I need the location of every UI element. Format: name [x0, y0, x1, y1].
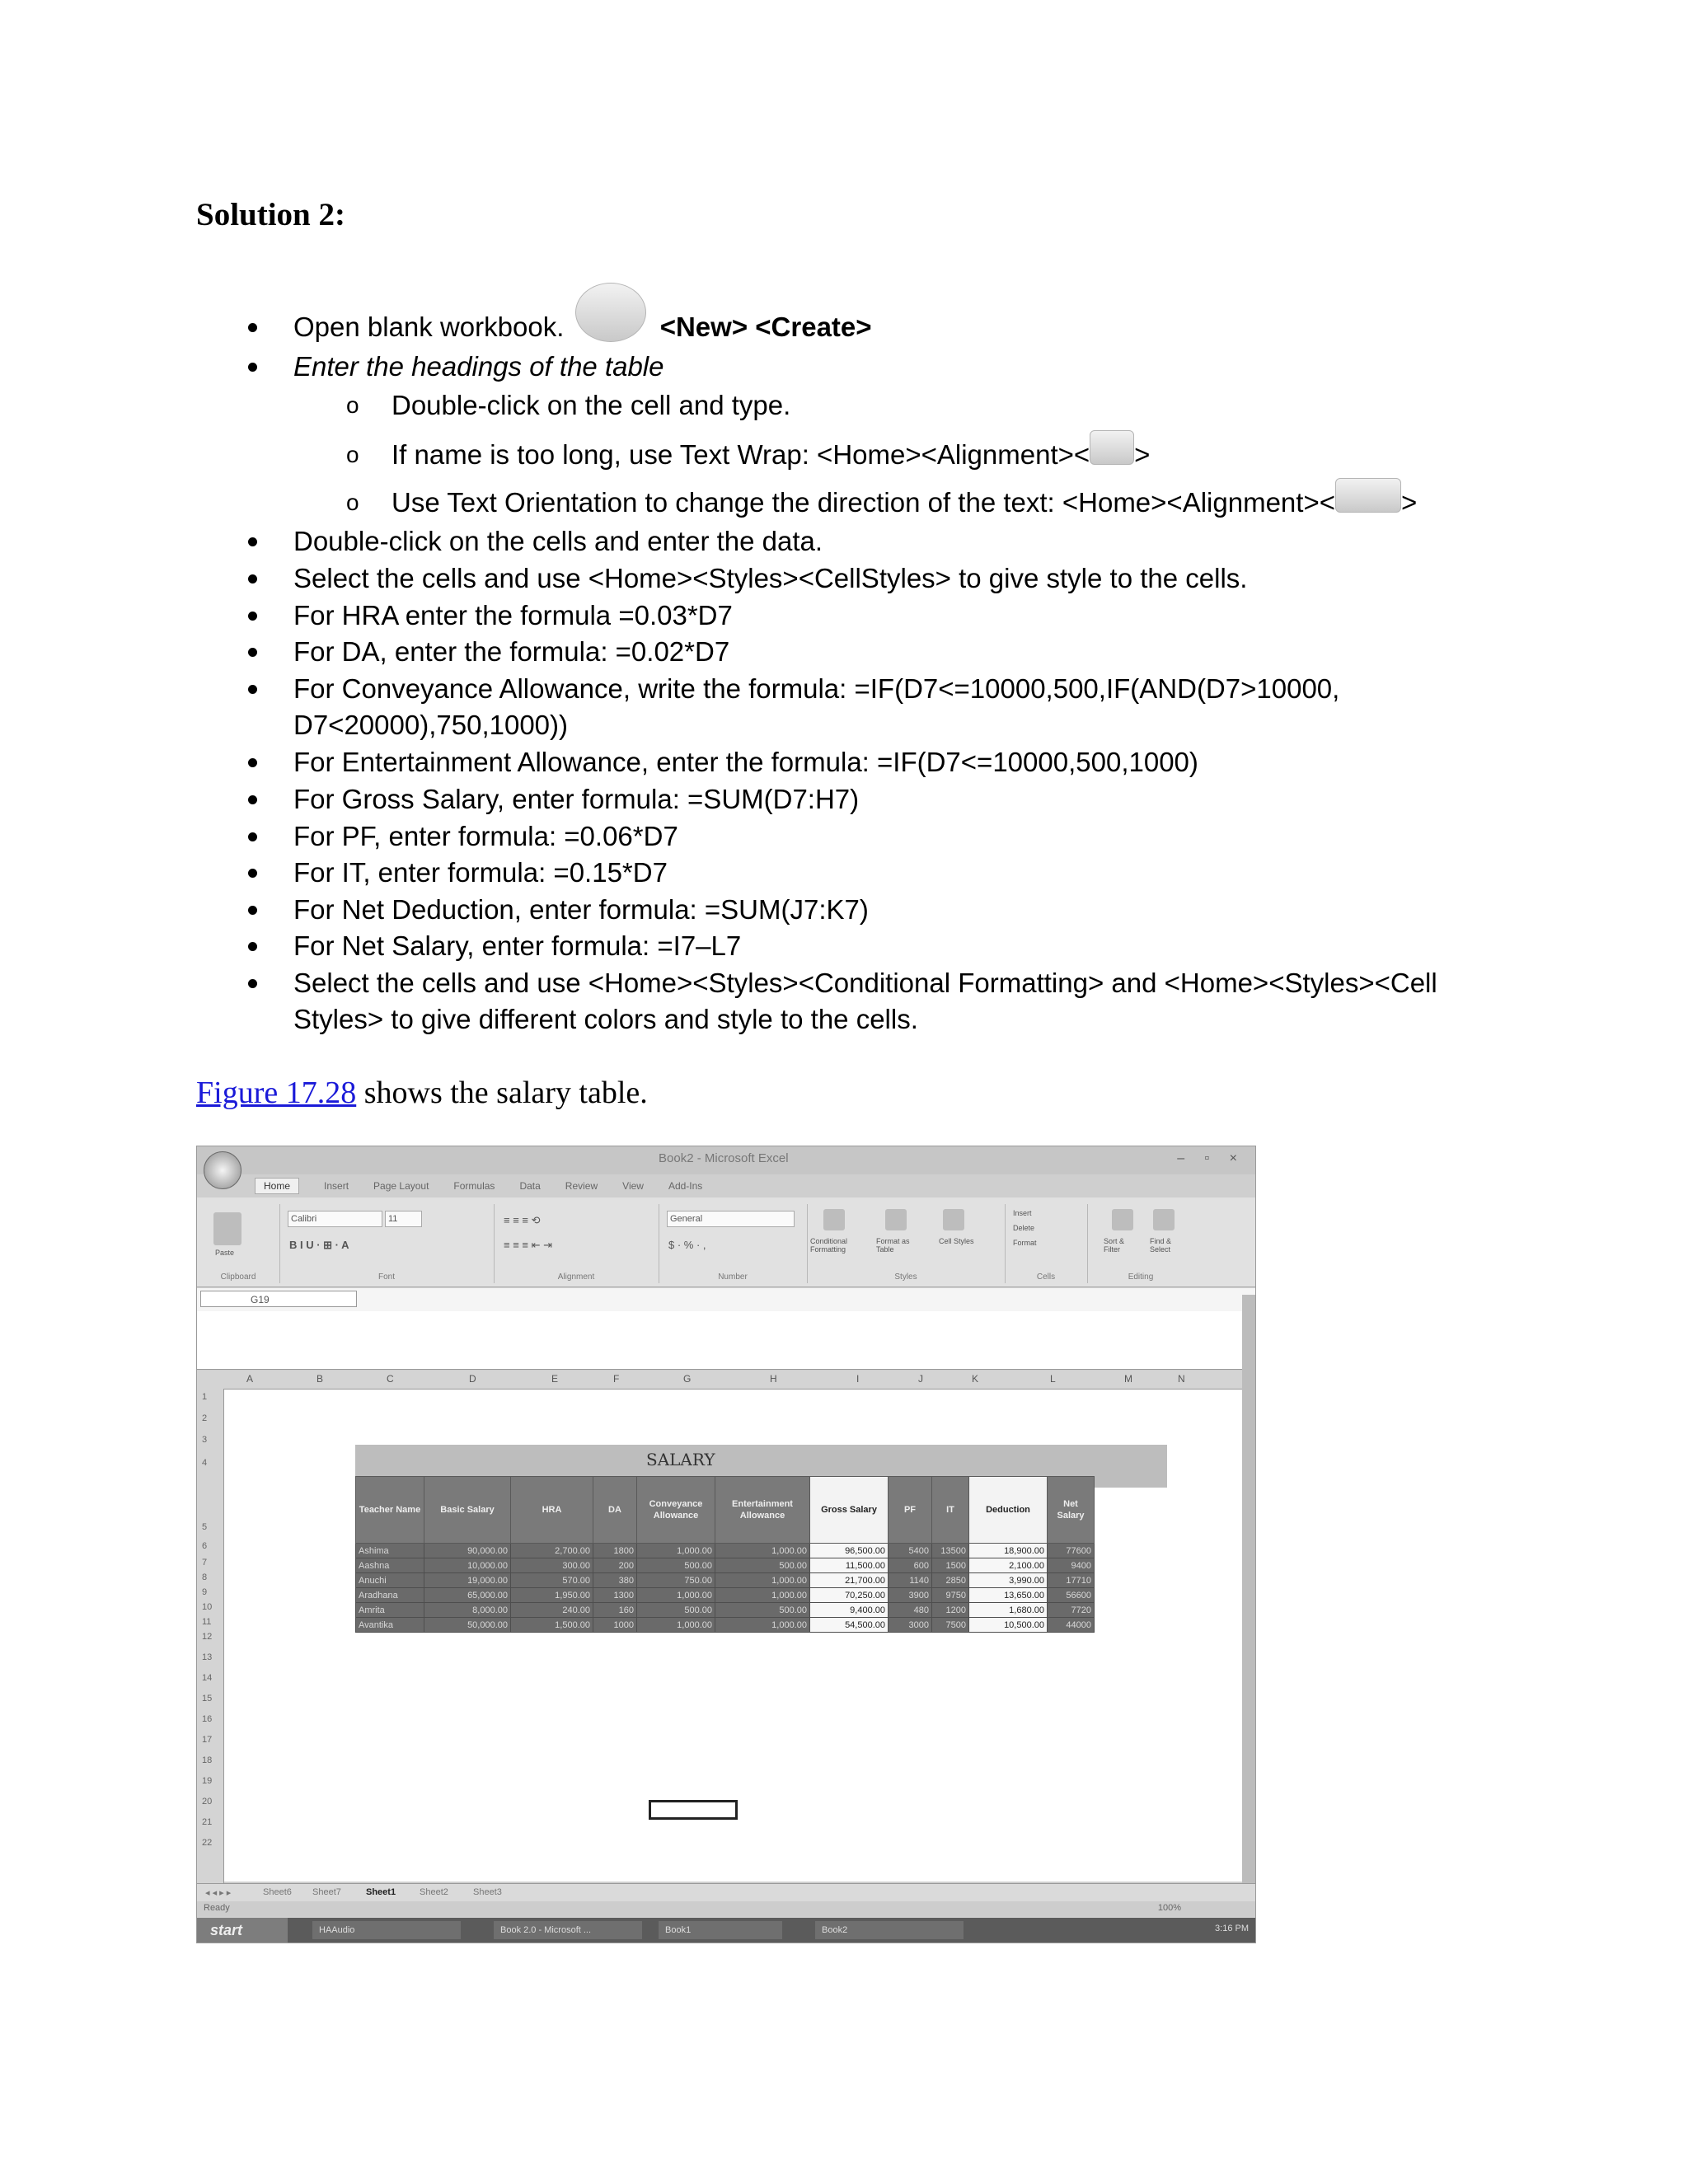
- row-header[interactable]: 3: [202, 1435, 208, 1445]
- wrap-text-icon: [1090, 430, 1134, 465]
- figure-caption: [196, 1075, 648, 1111]
- table-cell[interactable]: 500.00: [637, 1558, 715, 1573]
- format-table-label: Format as Table: [876, 1237, 910, 1254]
- table-cell[interactable]: 8,000.00: [424, 1603, 511, 1618]
- ribbon-tabs: [255, 1178, 727, 1196]
- row-header[interactable]: 14: [202, 1673, 213, 1683]
- header-net-salary[interactable]: Net Salary: [1048, 1477, 1095, 1544]
- format-as-table-icon[interactable]: [885, 1209, 907, 1230]
- table-cell[interactable]: 1000: [593, 1618, 637, 1633]
- format-cells-button[interactable]: Format: [1013, 1239, 1037, 1247]
- table-cell[interactable]: 1800: [593, 1544, 637, 1558]
- row-header[interactable]: 16: [202, 1714, 213, 1724]
- table-row: [356, 1603, 1095, 1618]
- table-cell[interactable]: 7500: [932, 1618, 969, 1633]
- step-conditional: Select the cells and use <Home><Styles><Conditional Formatting> and <Home><Styles><Cell: [293, 968, 1437, 998]
- formula-input[interactable]: [197, 1311, 1255, 1370]
- row-header[interactable]: 13: [202, 1652, 213, 1662]
- table-cell[interactable]: 10,500.00: [969, 1618, 1048, 1633]
- table-cell[interactable]: 77600: [1048, 1544, 1095, 1558]
- sub-bullet: o: [346, 442, 359, 467]
- bullet: [248, 795, 257, 804]
- step-it: For IT, enter formula: =0.15*D7: [293, 857, 668, 888]
- table-cell[interactable]: 750.00: [637, 1573, 715, 1588]
- bullet: [248, 612, 257, 621]
- tab-add-ins[interactable]: Add-Ins: [668, 1180, 703, 1192]
- table-cell[interactable]: 1500: [932, 1558, 969, 1573]
- table-cell[interactable]: 600: [889, 1558, 932, 1573]
- table-cell[interactable]: 1,000.00: [637, 1618, 715, 1633]
- group-label: Cells: [1036, 1272, 1056, 1282]
- group-cells: [1005, 1204, 1088, 1283]
- window-controls[interactable]: – ▫ ×: [1177, 1151, 1245, 1165]
- name-box[interactable]: G19: [200, 1291, 357, 1307]
- step-hra: For HRA enter the formula =0.03*D7: [293, 600, 733, 630]
- number-icons[interactable]: $ · % · ,: [668, 1239, 706, 1251]
- table-cell[interactable]: 9,400.00: [810, 1603, 889, 1618]
- table-row: [356, 1544, 1095, 1558]
- bullet: [248, 685, 257, 694]
- row-header[interactable]: 12: [202, 1632, 213, 1642]
- row-header[interactable]: 21: [202, 1817, 213, 1827]
- taskbar-item[interactable]: Book1: [659, 1921, 782, 1939]
- conditional-formatting-label: Conditional Formatting: [810, 1237, 848, 1254]
- row-header[interactable]: 10: [202, 1602, 213, 1612]
- sheet-tab[interactable]: Sheet7: [312, 1887, 341, 1897]
- zoom-level[interactable]: 100%: [1157, 1903, 1181, 1913]
- group-label: Alignment: [557, 1272, 595, 1282]
- table-row: [356, 1573, 1095, 1588]
- office-button[interactable]: [204, 1151, 241, 1189]
- step-da: For DA, enter the formula: =0.02*D7: [293, 636, 730, 667]
- find-select-icon[interactable]: [1153, 1209, 1175, 1230]
- group-label: Clipboard: [220, 1272, 256, 1282]
- row-header[interactable]: 1: [202, 1392, 208, 1402]
- table-cell[interactable]: Anuchi: [356, 1573, 424, 1588]
- table-cell[interactable]: 200: [593, 1558, 637, 1573]
- salary-table[interactable]: [355, 1476, 1095, 1633]
- table-cell[interactable]: 18,900.00: [969, 1544, 1048, 1558]
- column-header[interactable]: B: [316, 1373, 324, 1385]
- sub-bullet: o: [346, 490, 359, 515]
- row-header[interactable]: 22: [202, 1838, 213, 1848]
- step-text: Open blank workbook.: [293, 312, 565, 342]
- step-enter-data: Double-click on the cells and enter the data.: [293, 526, 823, 556]
- table-cell[interactable]: 480: [889, 1603, 932, 1618]
- step-pf: For PF, enter formula: =0.06*D7: [293, 821, 678, 851]
- group-editing: [1087, 1204, 1194, 1283]
- table-cell[interactable]: 19,000.00: [424, 1573, 511, 1588]
- sheet-tab[interactable]: Sheet3: [473, 1887, 502, 1897]
- table-cell[interactable]: 1,000.00: [715, 1544, 810, 1558]
- cell-styles-label: Cell Styles: [939, 1237, 974, 1245]
- table-cell[interactable]: 17710: [1048, 1573, 1095, 1588]
- figure-link[interactable]: Figure 17.28: [196, 1076, 357, 1110]
- paste-label: Paste: [215, 1249, 235, 1257]
- tab-data[interactable]: Data: [519, 1180, 541, 1192]
- bullet: [248, 832, 257, 841]
- column-header[interactable]: M: [1124, 1373, 1132, 1385]
- tab-insert[interactable]: Insert: [324, 1180, 349, 1192]
- bullet: [248, 869, 257, 878]
- tab-page-layout[interactable]: Page Layout: [373, 1180, 429, 1192]
- table-cell[interactable]: 96,500.00: [810, 1544, 889, 1558]
- bullet: [248, 906, 257, 915]
- table-cell[interactable]: 300.00: [511, 1558, 593, 1573]
- row-header[interactable]: 11: [202, 1617, 212, 1627]
- bullet: [248, 648, 257, 657]
- tab-home[interactable]: Home: [255, 1178, 299, 1194]
- conditional-formatting-icon[interactable]: [823, 1209, 845, 1230]
- table-cell[interactable]: 380: [593, 1573, 637, 1588]
- tab-formulas[interactable]: Formulas: [453, 1180, 495, 1192]
- table-cell[interactable]: 44000: [1048, 1618, 1095, 1633]
- bullet: [248, 574, 257, 583]
- row-header[interactable]: 20: [202, 1797, 213, 1807]
- sheet-tab-active[interactable]: Sheet1: [366, 1887, 396, 1897]
- table-cell[interactable]: 500.00: [715, 1603, 810, 1618]
- system-clock: 3:16 PM: [1215, 1924, 1249, 1933]
- row-header[interactable]: 18: [202, 1755, 213, 1765]
- paste-icon[interactable]: [213, 1212, 241, 1245]
- row-header[interactable]: 15: [202, 1694, 213, 1704]
- group-clipboard: [197, 1204, 280, 1283]
- taskbar-item[interactable]: Book2: [815, 1921, 964, 1939]
- table-cell[interactable]: 56600: [1048, 1588, 1095, 1603]
- table-cell[interactable]: 11,500.00: [810, 1558, 889, 1573]
- bullet: [248, 537, 257, 546]
- row-header[interactable]: 4: [202, 1458, 208, 1468]
- row-header[interactable]: 6: [202, 1541, 208, 1551]
- status-text: Ready: [204, 1903, 230, 1913]
- bullet: [248, 979, 257, 988]
- table-cell[interactable]: 1,680.00: [969, 1603, 1048, 1618]
- table-cell[interactable]: 10,000.00: [424, 1558, 511, 1573]
- row-header[interactable]: 19: [202, 1776, 213, 1786]
- header-conveyance[interactable]: Conveyance Allowance: [637, 1477, 715, 1544]
- table-cell[interactable]: 2850: [932, 1573, 969, 1588]
- bold-italic-underline[interactable]: B I U · ⊞ · A: [289, 1239, 349, 1251]
- table-cell[interactable]: 1,000.00: [715, 1573, 810, 1588]
- sub-step-text: If name is too long, use Text Wrap: <Home><Alignment><: [392, 439, 1090, 470]
- header-pf[interactable]: PF: [889, 1477, 932, 1544]
- header-hra[interactable]: HRA: [511, 1477, 593, 1544]
- column-header[interactable]: J: [918, 1373, 923, 1385]
- table-cell[interactable]: 500.00: [715, 1558, 810, 1573]
- table-cell[interactable]: 7720: [1048, 1603, 1095, 1618]
- vertical-scrollbar[interactable]: [1242, 1295, 1255, 1888]
- column-header[interactable]: D: [469, 1373, 476, 1385]
- step-gross: For Gross Salary, enter formula: =SUM(D7:H7): [293, 784, 860, 814]
- font-size-select[interactable]: 11: [385, 1211, 422, 1227]
- table-cell[interactable]: 54,500.00: [810, 1618, 889, 1633]
- step-bold-text: <New> <Create>: [659, 312, 872, 342]
- row-header[interactable]: 2: [202, 1413, 208, 1423]
- table-cell[interactable]: 240.00: [511, 1603, 593, 1618]
- header-gross-salary[interactable]: Gross Salary: [810, 1477, 889, 1544]
- table-cell[interactable]: 570.00: [511, 1573, 593, 1588]
- header-teacher-name[interactable]: Teacher Name: [356, 1477, 424, 1544]
- group-label: Styles: [894, 1272, 917, 1282]
- step-enter-headings: Enter the headings of the table: [293, 351, 664, 382]
- number-format-select[interactable]: General: [667, 1211, 795, 1227]
- group-alignment: [494, 1204, 659, 1283]
- step-conveyance-cont: D7<20000),750,1000)): [293, 710, 568, 740]
- salary-title: SALARY: [646, 1450, 715, 1469]
- header-deduction[interactable]: Deduction: [969, 1477, 1048, 1544]
- table-cell[interactable]: 160: [593, 1603, 637, 1618]
- table-cell[interactable]: 1,950.00: [511, 1588, 593, 1603]
- insert-cells-button[interactable]: Insert: [1013, 1209, 1032, 1217]
- table-cell[interactable]: 13500: [932, 1544, 969, 1558]
- page-heading: Solution 2:: [196, 197, 345, 232]
- caption-text: shows the salary table.: [356, 1076, 648, 1110]
- bullet: [248, 323, 257, 332]
- group-number: [659, 1204, 808, 1283]
- row-header[interactable]: 17: [202, 1735, 213, 1745]
- table-cell[interactable]: 3,990.00: [969, 1573, 1048, 1588]
- table-cell[interactable]: 1,000.00: [715, 1588, 810, 1603]
- sort-filter-label: Sort & Filter: [1104, 1237, 1125, 1254]
- table-cell[interactable]: 500.00: [637, 1603, 715, 1618]
- table-cell[interactable]: 1140: [889, 1573, 932, 1588]
- bracket-close: >: [1401, 487, 1418, 518]
- group-label: Font: [377, 1272, 395, 1282]
- table-row: [356, 1618, 1095, 1633]
- column-headers: [197, 1371, 1255, 1390]
- table-cell[interactable]: Avantika: [356, 1618, 424, 1633]
- row-header[interactable]: 7: [202, 1558, 208, 1568]
- sub-step-text: Use Text Orientation to change the direction of the text: <Home><Alignment><: [392, 487, 1335, 518]
- bullet: [248, 942, 257, 951]
- selected-cell[interactable]: [649, 1800, 738, 1820]
- bullet: [248, 363, 257, 372]
- sub-bullet: o: [346, 392, 359, 418]
- table-cell[interactable]: 1,000.00: [637, 1544, 715, 1558]
- sheet-tab[interactable]: Sheet2: [420, 1887, 448, 1897]
- salary-table-body: [356, 1544, 1095, 1633]
- header-entertainment[interactable]: Entertainment Allowance: [715, 1477, 810, 1544]
- header-da[interactable]: DA: [593, 1477, 637, 1544]
- table-cell[interactable]: 50,000.00: [424, 1618, 511, 1633]
- step-net-deduction: For Net Deduction, enter formula: =SUM(J7:K7): [293, 894, 869, 925]
- font-name-select[interactable]: Calibri: [288, 1211, 382, 1227]
- table-cell[interactable]: 3000: [889, 1618, 932, 1633]
- table-cell[interactable]: Aashna: [356, 1558, 424, 1573]
- step-open-workbook: [293, 311, 872, 344]
- column-header[interactable]: L: [1050, 1373, 1056, 1385]
- alignment-icons-2[interactable]: ≡ ≡ ≡ ⇤ ⇥: [504, 1239, 552, 1251]
- start-button[interactable]: start: [197, 1918, 288, 1943]
- office-button-icon: [575, 283, 646, 342]
- sub-step-text-orientation: [392, 486, 1417, 519]
- table-row: [356, 1588, 1095, 1603]
- tab-view[interactable]: View: [622, 1180, 644, 1192]
- table-cell[interactable]: 13,650.00: [969, 1588, 1048, 1603]
- table-cell[interactable]: 21,700.00: [810, 1573, 889, 1588]
- sub-step-text-wrap: [392, 438, 1150, 471]
- sub-step-double-click: Double-click on the cell and type.: [392, 390, 791, 420]
- row-header[interactable]: 5: [202, 1522, 208, 1532]
- column-header[interactable]: H: [770, 1373, 777, 1385]
- table-cell[interactable]: 9400: [1048, 1558, 1095, 1573]
- excel-screenshot: [196, 1146, 1256, 1943]
- step-cell-styles: Select the cells and use <Home><Styles><CellStyles> to give style to the cells.: [293, 563, 1248, 593]
- table-cell[interactable]: 2,100.00: [969, 1558, 1048, 1573]
- column-header[interactable]: I: [856, 1373, 860, 1385]
- table-cell[interactable]: 1,000.00: [637, 1588, 715, 1603]
- window-title: Book2 - Microsoft Excel: [659, 1151, 789, 1165]
- table-cell[interactable]: 65,000.00: [424, 1588, 511, 1603]
- column-header[interactable]: C: [387, 1373, 394, 1385]
- status-bar: [197, 1901, 1255, 1916]
- table-cell[interactable]: 70,250.00: [810, 1588, 889, 1603]
- title-bar: [197, 1146, 1255, 1174]
- cell-styles-icon[interactable]: [943, 1209, 964, 1230]
- sort-filter-icon[interactable]: [1112, 1209, 1133, 1230]
- step-net-salary: For Net Salary, enter formula: =I7–L7: [293, 930, 742, 961]
- column-header[interactable]: K: [972, 1373, 979, 1385]
- table-cell[interactable]: Aradhana: [356, 1588, 424, 1603]
- step-conveyance: For Conveyance Allowance, write the formula: =IF(D7<=10000,500,IF(AND(D7>10000,: [293, 673, 1340, 704]
- table-cell[interactable]: 9750: [932, 1588, 969, 1603]
- group-label: Number: [718, 1272, 748, 1282]
- group-label: Editing: [1128, 1272, 1154, 1282]
- row-header[interactable]: 9: [202, 1587, 208, 1597]
- sheet-tab[interactable]: Sheet6: [263, 1887, 292, 1897]
- table-cell[interactable]: 1300: [593, 1588, 637, 1603]
- alignment-icons[interactable]: ≡ ≡ ≡ ⟲: [504, 1214, 541, 1226]
- column-header[interactable]: N: [1178, 1373, 1185, 1385]
- delete-cells-button[interactable]: Delete: [1013, 1224, 1035, 1232]
- text-orientation-icon: [1335, 478, 1401, 513]
- taskbar-item[interactable]: Book 2.0 - Microsoft ...: [494, 1921, 642, 1939]
- group-font: [279, 1204, 495, 1283]
- ribbon: [197, 1197, 1255, 1287]
- find-select-label: Find & Select: [1150, 1237, 1172, 1254]
- bracket-close: >: [1134, 439, 1151, 470]
- table-cell[interactable]: 1,000.00: [715, 1618, 810, 1633]
- table-cell[interactable]: 5400: [889, 1544, 932, 1558]
- group-styles: [807, 1204, 1006, 1283]
- table-row: [356, 1558, 1095, 1573]
- column-header[interactable]: F: [613, 1373, 620, 1385]
- header-it[interactable]: IT: [932, 1477, 969, 1544]
- table-cell[interactable]: 2,700.00: [511, 1544, 593, 1558]
- column-header[interactable]: G: [683, 1373, 692, 1385]
- taskbar: [197, 1918, 1255, 1943]
- sheet-tabs-bar: [197, 1883, 1255, 1902]
- table-cell[interactable]: 1200: [932, 1603, 969, 1618]
- step-entertainment: For Entertainment Allowance, enter the formula: =IF(D7<=10000,500,1000): [293, 747, 1198, 777]
- bullet: [248, 758, 257, 767]
- table-cell[interactable]: 1,500.00: [511, 1618, 593, 1633]
- column-header[interactable]: A: [246, 1373, 254, 1385]
- formula-bar: [197, 1288, 1255, 1312]
- row-header[interactable]: 8: [202, 1572, 208, 1582]
- step-conditional-cont: Styles> to give different colors and style to the cells.: [293, 1004, 918, 1034]
- table-cell[interactable]: Amrita: [356, 1603, 424, 1618]
- table-cell[interactable]: 90,000.00: [424, 1544, 511, 1558]
- taskbar-item[interactable]: HAAudio: [312, 1921, 461, 1939]
- tab-review[interactable]: Review: [565, 1180, 598, 1192]
- row-headers: [197, 1389, 224, 1883]
- table-cell[interactable]: Ashima: [356, 1544, 424, 1558]
- column-header[interactable]: E: [551, 1373, 559, 1385]
- header-basic-salary[interactable]: Basic Salary: [424, 1477, 511, 1544]
- sheet-nav-arrows[interactable]: ◂ ◂ ▸ ▸: [205, 1888, 232, 1898]
- table-cell[interactable]: 3900: [889, 1588, 932, 1603]
